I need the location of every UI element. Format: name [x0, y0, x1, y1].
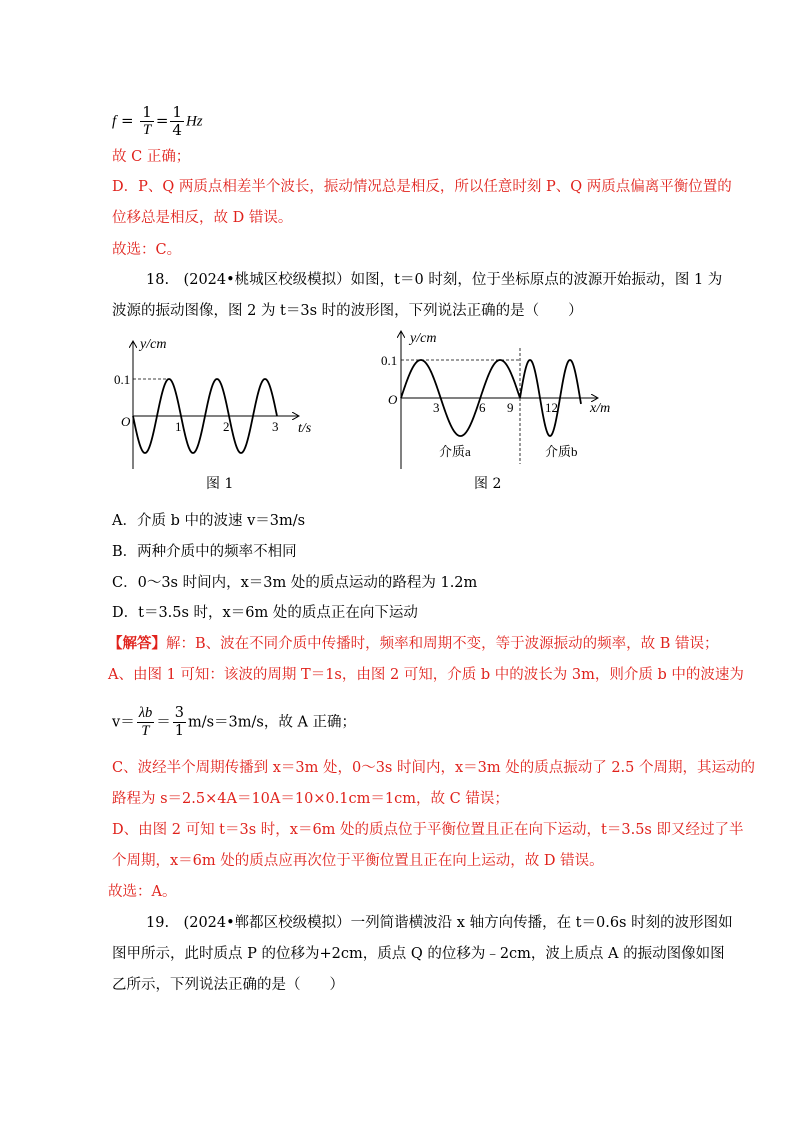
fig2-xtick-9: 9 — [507, 400, 514, 415]
q19-stem-line1: 19. (2024•郸都区校级模拟）一列简谐横波沿 x 轴方向传播，在 t＝0.6s 时刻的波形图如 — [146, 915, 733, 931]
solution-d-line1: D、由图 2 可知 t＝3s 时，x＝6m 处的质点位于平衡位置且正在向下运动，t＝3.5s 即又经过了半 — [112, 822, 744, 838]
fig2-xtick-3: 3 — [433, 400, 440, 415]
q19-stem-line3: 乙所示，下列说法正确的是（ ） — [112, 977, 344, 993]
figure-1-caption: 图 1 — [206, 476, 234, 492]
fig1-origin: O — [121, 414, 131, 429]
fig1-xtick-2: 2 — [223, 419, 230, 434]
figure-2-caption: 图 2 — [474, 476, 502, 492]
frac-den: T — [142, 122, 152, 138]
option-c: C．0～3s 时间内，x＝3m 处的质点运动的路程为 1.2m — [112, 575, 478, 591]
fig2-ylabel: y/cm — [410, 331, 437, 346]
figure-1-vibration-graph — [108, 334, 323, 494]
prev-answer: 故选：C。 — [112, 242, 182, 258]
formula-unit: Hz — [185, 113, 203, 130]
solution-c-line1: C、波经半个周期传播到 x＝3m 处，0～3s 时间内，x＝3m 处的质点振动了 2.5 个周期，其运动的 — [112, 760, 756, 776]
fig1-xtick-3: 3 — [272, 419, 279, 434]
d-explanation-line2: 位移总是相反，故 D 错误。 — [112, 210, 293, 226]
fig2-xtick-6: 6 — [479, 400, 486, 415]
solution-line1 — [108, 634, 719, 654]
formula-f: f — [112, 113, 117, 130]
fraction-lambda-over-T — [137, 705, 155, 740]
fraction-1-over-4 — [170, 104, 184, 139]
fraction-1-over-T — [140, 104, 154, 139]
q18-stem-line2: 波源的振动图像，图 2 为 t＝3s 时的波形图，下列说法正确的是（ ） — [112, 303, 583, 319]
option-a: A．介质 b 中的波速 v＝3m/s — [112, 513, 306, 529]
frac-den: 4 — [172, 121, 182, 139]
option-b: B．两种介质中的频率不相同 — [112, 544, 297, 560]
fraction-3-over-1 — [173, 705, 186, 740]
frac-num: 1 — [142, 103, 152, 121]
figure-2-waveform — [375, 324, 635, 469]
solution-c-line2: 路程为 s＝2.5×4A＝10A＝10×0.1cm＝1cm，故 C 错误； — [112, 791, 509, 807]
solution-line2: A、由图 1 可知：该波的周期 T＝1s，由图 2 可知，介质 b 中的波长为 3m，则介质 b 中的波速为 — [108, 667, 744, 683]
frac-den: T — [141, 723, 150, 739]
solution-d-line2: 个周期，x＝6m 处的质点应再次位于平衡位置且正在向上运动，故 D 错误。 — [112, 853, 604, 869]
frac-num: λb — [138, 705, 153, 721]
option-d: D．t＝3.5s 时，x＝6m 处的质点正在向下运动 — [112, 605, 418, 621]
medium-a-label: 介质a — [439, 444, 471, 459]
medium-b-label: 介质b — [545, 444, 578, 459]
fig2-xlabel: x/m — [590, 401, 611, 416]
frac-num: 1 — [172, 103, 182, 121]
formula-tail: m/s＝3m/s，故 A 正确； — [187, 714, 357, 731]
velocity-formula — [112, 705, 356, 740]
fig2-origin: O — [388, 392, 398, 407]
q19-stem-line2: 图甲所示，此时质点 P 的位移为+2cm，质点 Q 的位移为﹣2cm，波上质点 A 的振动图像如图 — [112, 946, 725, 962]
fig1-ylabel: y/cm — [140, 337, 167, 352]
fig1-ytick: 0.1 — [114, 372, 131, 387]
d-explanation-line1: D．P、Q 两质点相差半个波长，振动情况总是相反，所以任意时刻 P、Q 两质点偏离平衡位置的 — [112, 179, 732, 195]
fig1-xtick-1: 1 — [175, 419, 182, 434]
fig2-ytick: 0.1 — [381, 353, 398, 368]
c-correct-text: 故 C 正确； — [112, 149, 191, 165]
frac-num: 3 — [174, 705, 184, 721]
formula-v: v＝ — [112, 714, 135, 731]
formula-eq: ＝ — [156, 714, 171, 731]
solution-b-text: 解：B、波在不同介质中传播时，频率和周期不变，等于波源振动的频率，故 B 错误； — [166, 636, 719, 652]
solution-tag: 【解答】 — [108, 635, 166, 652]
q18-answer: 故选：A。 — [108, 884, 177, 900]
frac-den: 1 — [174, 723, 184, 739]
q18-stem-line1: 18. (2024•桃城区校级模拟）如图，t＝0 时刻，位于坐标原点的波源开始振动，图 1 为 — [146, 272, 723, 288]
fig1-xlabel: t/s — [298, 421, 312, 436]
frequency-formula: f = $\frac{1}{T}$ = $\frac{1}{4}$ Hz — [112, 103, 203, 139]
fig2-xtick-12: 12 — [545, 400, 558, 415]
